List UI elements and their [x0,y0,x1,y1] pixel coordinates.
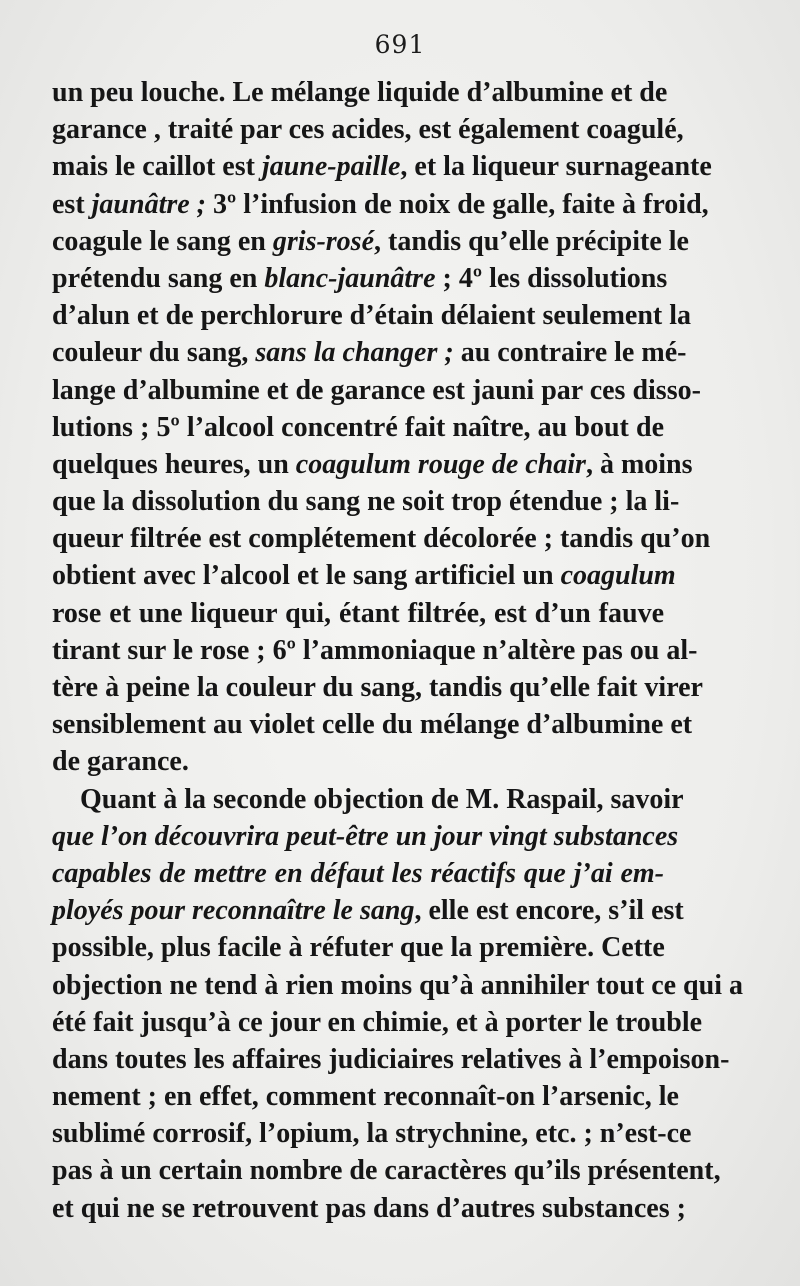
text-line [52,223,689,260]
text-segment: tère à peine la couleur du sang, tandis qu’elle fait virer [52,672,703,703]
text-line [52,557,676,594]
text-segment: coagule le sang en [52,225,273,257]
text-segment: Quant à la seconde objection de M. Raspail, savoir [80,783,684,815]
text-segment: sublimé corrosif, l’opium, la strychnine, etc. ; n’est-ce [52,1118,692,1150]
italic-text-segment: sans la changer ; [255,337,454,369]
page-number: 691 [374,30,426,59]
italic-text-segment: gris-rosé [272,225,375,257]
text-line [52,372,701,409]
italic-text-segment: que l’on découvrira peut-être un jour vingt substances [52,820,679,852]
text-line [52,632,698,669]
text-segment: un peu louche. Le mélange liquide d’albumine et de [52,77,668,108]
text-line [52,1004,703,1041]
text-line [52,743,664,780]
text-line [52,446,693,483]
text-segment: possible, plus facile à réfuter que la première. Cette [52,932,665,964]
text-segment: est [52,188,92,220]
text-segment: , et la liqueur surnageante [400,151,712,183]
text-line [52,818,679,855]
text-line [52,520,711,557]
text-line [52,1115,692,1152]
text-line [52,111,684,148]
text-line [52,260,668,297]
text-line [52,595,664,632]
text-segment: dans toutes les affaires judiciaires relatives à l’empoison- [52,1043,730,1075]
text-segment: queur filtrée est complétement décolorée ; tandis qu’on [52,523,711,555]
text-segment: obtient avec l’alcool et le sang artificiel un [52,560,561,592]
text-line [52,669,703,706]
body-text [52,74,743,1227]
text-segment: prétendu sang en [52,262,265,294]
text-line [52,1041,730,1078]
text-line [52,892,684,929]
text-line [52,1190,686,1227]
text-segment: quelques heures, un [52,448,296,480]
italic-text-segment: blanc-jaunâtre [264,262,436,294]
italic-text-segment: ployés pour reconnaître le sang [52,895,415,927]
text-line [52,483,680,520]
text-line [52,74,668,111]
text-segment: ; 4º les dissolutions [435,262,668,294]
text-segment: , tandis qu’elle précipite le [374,225,689,257]
text-segment: , elle est encore, s’il est [414,895,684,927]
text-line [52,1152,721,1189]
text-segment: lange d’albumine et de garance est jauni par ces disso- [52,374,701,406]
text-line [52,855,664,892]
italic-text-segment: coagulum rouge de chair [295,448,586,480]
text-line [52,148,712,185]
text-segment: nement ; en effet, comment reconnaît-on l’arsenic, le [52,1081,679,1113]
text-line [52,781,684,818]
text-line [52,929,664,966]
text-segment: que la dissolution du sang ne soit trop étendue ; la li- [52,486,680,518]
text-line [52,1078,679,1115]
text-line [52,297,692,334]
text-segment: été fait jusqu’à ce jour en chimie, et à porter le trouble [52,1006,703,1038]
italic-text-segment: jaune-paille [261,151,401,183]
text-segment: 3º l’infusion de noix de galle, faite à froid, [206,188,709,220]
text-line [52,706,693,743]
text-segment: mais le caillot est [52,151,262,183]
text-segment: , à moins [585,448,693,480]
text-line [52,186,709,223]
text-line [52,334,687,371]
text-segment: d’alun et de perchlorure d’étain délaient seulement la [52,300,692,332]
text-segment: objection ne tend à rien moins qu’à annihiler tout ce qui a [52,969,743,1001]
text-segment: garance , traité par ces acides, est également coagulé, [52,114,684,146]
italic-text-segment: coagulum [560,560,676,592]
text-segment: et qui ne se retrouvent pas dans d’autres substances ; [52,1192,686,1224]
text-line [52,967,743,1004]
text-segment: couleur du sang, [52,337,256,369]
text-segment: sensiblement au violet celle du mélange d’albumine et [52,709,693,741]
text-segment: tirant sur le rose ; 6º l’ammoniaque n’altère pas ou al- [52,634,698,666]
text-segment: pas à un certain nombre de caractères qu’ils présentent, [52,1155,721,1187]
text-segment: rose et une liqueur qui, étant filtrée, est d’un fauve [52,597,664,629]
text-line [52,409,664,446]
text-segment: lutions ; 5º l’alcool concentré fait naître, au bout de [52,411,664,443]
italic-text-segment: jaunâtre ; [91,188,207,220]
italic-text-segment: capables de mettre en défaut les réactifs que j’ai em- [52,857,664,889]
text-segment: au contraire le mé- [453,337,687,369]
text-segment: de garance. [52,746,189,778]
